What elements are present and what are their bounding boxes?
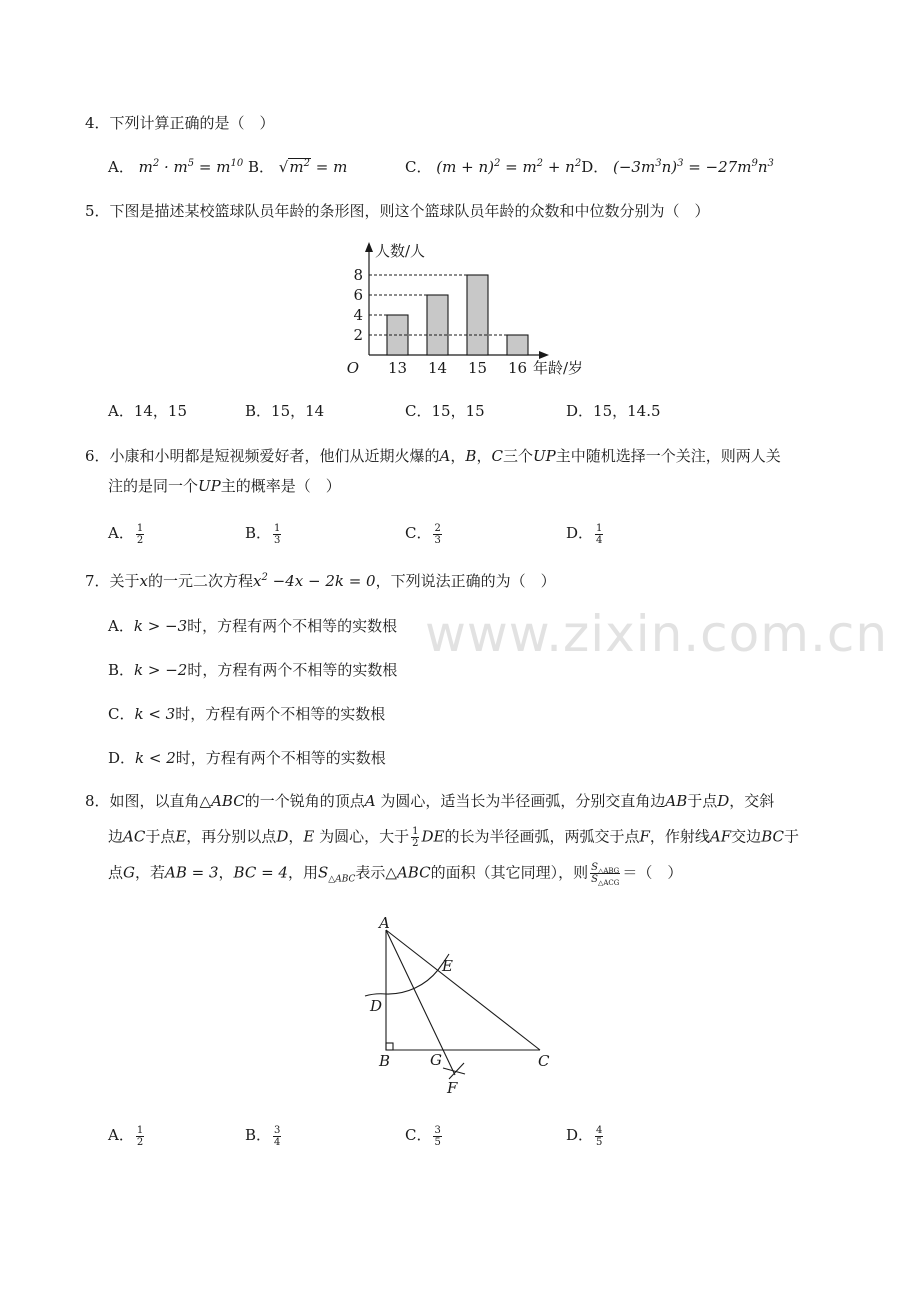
bar-14 bbox=[427, 295, 448, 355]
q4-option-b-label: B． bbox=[247, 158, 275, 176]
origin-label: O bbox=[346, 359, 359, 377]
question-7-stem: 7．关于x的一元二次方程$x^2 -4x - 2k = 0$，下列说法正确的为（ ） bbox=[85, 572, 556, 590]
bar-16 bbox=[507, 335, 528, 355]
ray-af bbox=[386, 930, 455, 1075]
q4-option-c-math: $(m + n)^2 = m^2 + n^2$ bbox=[436, 158, 582, 176]
y-tick-4: 4 bbox=[353, 306, 363, 324]
q7-option-c: C．k < 3时，方程有两个不相等的实数根 bbox=[108, 705, 386, 723]
q5-option-a: A．14，15 bbox=[108, 402, 188, 420]
q7-option-a: A．k > −3时，方程有两个不相等的实数根 bbox=[108, 617, 398, 635]
question-4-options-cd bbox=[405, 156, 774, 178]
q8-option-b: B． $\frac{3}{4}$ bbox=[245, 1124, 281, 1148]
arc-f-2 bbox=[449, 1063, 464, 1079]
point-e-label: E bbox=[442, 957, 453, 975]
question-6-line-2: 注的是同一个UP主的概率是（ ） bbox=[108, 477, 341, 495]
q7-option-b: B．k > −2时，方程有两个不相等的实数根 bbox=[108, 661, 398, 679]
bar-15 bbox=[467, 275, 488, 355]
x-axis-arrow bbox=[539, 351, 549, 359]
q6-text: 三个 bbox=[502, 447, 533, 465]
y-tick-2: 2 bbox=[353, 326, 363, 344]
x-tick-13: 13 bbox=[387, 359, 408, 377]
q6-text: 6．小康和小明都是短视频爱好者，他们从近期火爆的 bbox=[85, 447, 440, 465]
q6-option-a: A． $\frac{1}{2}$ bbox=[108, 522, 144, 546]
q4-option-a-label: A． bbox=[108, 158, 134, 176]
question-8-line-2: 边AC于点E，再分别以点D，E 为圆心，大于 $\frac{1}{2}$ DE的长为半径画弧，两弧交于点F，作射线AF交边BC于 bbox=[108, 826, 799, 849]
y-axis-label: 人数/人 bbox=[375, 242, 426, 260]
q8-option-d: D． $\frac{4}{5}$ bbox=[566, 1124, 603, 1148]
question-5-stem: 5．下图是描述某校篮球队员年龄的条形图，则这个篮球队员年龄的众数和中位数分别为（ ） bbox=[85, 202, 710, 220]
q8-option-c: C． $\frac{3}{5}$ bbox=[405, 1124, 441, 1148]
question-4-options bbox=[108, 156, 347, 178]
point-a-label: A bbox=[379, 914, 390, 932]
q8-option-a: A． $\frac{1}{2}$ bbox=[108, 1124, 144, 1148]
triangle-figure bbox=[360, 913, 560, 1093]
question-6-line-1: 6．小康和小明都是短视频爱好者，他们从近期火爆的A，B，C三个UP主中随机选择一个关注，则两人关 bbox=[85, 447, 781, 465]
q6-option-d: D． $\frac{1}{4}$ bbox=[566, 522, 603, 546]
q4-option-a-math: $m^2 \cdot m^5 = m^{10}$ bbox=[138, 158, 244, 176]
right-angle-mark bbox=[386, 1043, 393, 1050]
point-b-label: B bbox=[379, 1052, 391, 1070]
q5-option-d: D．15，14.5 bbox=[566, 402, 661, 420]
q4-option-d-label: D． bbox=[581, 158, 609, 176]
q7-option-d: D．k < 2时，方程有两个不相等的实数根 bbox=[108, 749, 386, 767]
x-axis-label: 年龄/岁 bbox=[533, 359, 584, 377]
q5-option-b: B．15，14 bbox=[245, 402, 325, 420]
y-tick-6: 6 bbox=[353, 286, 363, 304]
question-8-line-3: 点G，若AB = 3，BC = 4，用$S_{\triangle ABC}$表示△ABC的面积（其它同理），则 $\frac{S_{\triangle ABG}}{S_{\triangle ACG}}$ ＝（ ） bbox=[108, 862, 683, 887]
q4-option-b-math: $√m^2 = m$ bbox=[278, 158, 348, 176]
q6-option-c: C． $\frac{2}{3}$ bbox=[405, 522, 441, 546]
arc-de bbox=[386, 970, 438, 994]
y-tick-8: 8 bbox=[353, 266, 363, 284]
watermark: www.zixin.com.cn bbox=[425, 605, 889, 663]
question-8-line-1: 8．如图，以直角△ABC的一个锐角的顶点A 为圆心，适当长为半径画弧，分别交直角边AB于点D，交斜 bbox=[85, 792, 775, 810]
x-tick-16: 16 bbox=[507, 359, 528, 377]
q4-option-d-math: $(-3m^3n)^3 = -27m^9n^3$ bbox=[613, 158, 774, 176]
y-axis-arrow bbox=[365, 242, 373, 252]
x-tick-14: 14 bbox=[427, 359, 448, 377]
point-f-label: F bbox=[447, 1079, 458, 1093]
point-c-label: C bbox=[538, 1052, 550, 1070]
point-d-label: D bbox=[370, 997, 383, 1015]
question-4-stem: 4．下列计算正确的是（ ） bbox=[85, 114, 275, 132]
q5-option-c: C．15，15 bbox=[405, 402, 485, 420]
q6-text: 主中随机选择一个关注，则两人关 bbox=[555, 447, 781, 465]
q6-text: 主的概率是（ ） bbox=[220, 477, 341, 495]
q6-text: 注的是同一个 bbox=[108, 477, 199, 495]
q4-option-c-label: C． bbox=[405, 158, 432, 176]
x-tick-15: 15 bbox=[467, 359, 488, 377]
age-bar-chart bbox=[345, 238, 605, 378]
q6-option-b: B． $\frac{1}{3}$ bbox=[245, 522, 281, 546]
arc-d-ext bbox=[365, 994, 386, 996]
point-g-label: G bbox=[430, 1051, 442, 1069]
